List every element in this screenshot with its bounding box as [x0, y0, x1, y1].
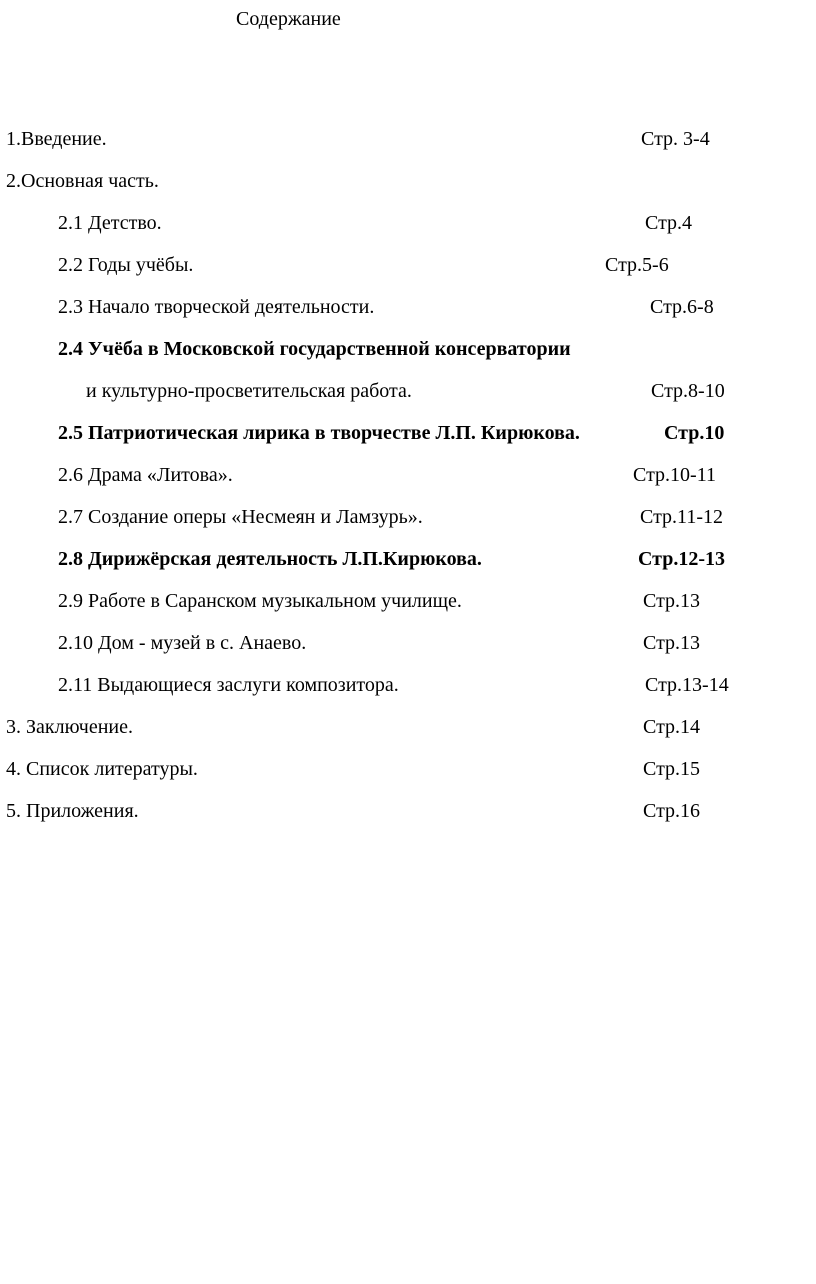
toc-entry-label: 2.11 Выдающиеся заслуги композитора. — [58, 674, 399, 696]
toc-row — [0, 328, 816, 370]
toc-page-number: Стр. 3-4 — [641, 128, 710, 150]
toc-entry-label: 2.8 Дирижёрская деятельность Л.П.Кирюкова. — [58, 548, 482, 570]
toc-entry-label: 2.Основная часть. — [6, 170, 159, 192]
toc-row — [0, 202, 816, 244]
toc-entry-label: 2.5 Патриотическая лирика в творчестве Л.П. Кирюкова. — [58, 422, 580, 444]
toc-entry-label: и культурно-просветительская работа. — [86, 380, 412, 402]
toc-row — [0, 664, 816, 706]
page-title: Содержание — [236, 8, 341, 30]
toc-row — [0, 370, 816, 412]
toc-entry-label: 2.1 Детство. — [58, 212, 162, 234]
toc-entry-label: 4. Список литературы. — [6, 758, 198, 780]
toc-row — [0, 790, 816, 832]
toc-row — [0, 412, 816, 454]
toc-row — [0, 538, 816, 580]
toc-page-number: Стр.11-12 — [640, 506, 723, 528]
toc-page-number: Стр.4 — [645, 212, 693, 234]
toc-page-number: Стр.13 — [643, 590, 701, 612]
toc-row — [0, 706, 816, 748]
toc-page-number: Стр.10 — [664, 422, 725, 444]
toc-page-number: Стр.12-13 — [638, 548, 726, 570]
toc-page-number: Стр.15 — [643, 758, 701, 780]
toc-page-number: Стр.13-14 — [645, 674, 729, 696]
table-of-contents — [0, 118, 816, 832]
toc-entry-label: 2.3 Начало творческой деятельности. — [58, 296, 375, 318]
toc-entry-label: 2.6 Драма «Литова». — [58, 464, 233, 486]
toc-row — [0, 118, 816, 160]
toc-row — [0, 748, 816, 790]
toc-page-number: Стр.13 — [643, 632, 701, 654]
toc-page-number: Стр.10-11 — [633, 464, 716, 486]
toc-entry-label: 2.4 Учёба в Московской государственной консерватории — [58, 338, 571, 360]
toc-entry-label: 2.2 Годы учёбы. — [58, 254, 194, 276]
toc-row — [0, 286, 816, 328]
toc-row — [0, 622, 816, 664]
toc-page-number: Стр.6-8 — [650, 296, 714, 318]
toc-row — [0, 580, 816, 622]
toc-entry-label: 3. Заключение. — [6, 716, 133, 738]
toc-entry-label: 2.10 Дом - музей в с. Анаево. — [58, 632, 307, 654]
toc-page-number: Стр.5-6 — [605, 254, 669, 276]
toc-page-number: Стр.14 — [643, 716, 701, 738]
toc-row — [0, 454, 816, 496]
toc-entry-label: 5. Приложения. — [6, 800, 139, 822]
toc-row — [0, 496, 816, 538]
toc-row — [0, 244, 816, 286]
toc-entry-label: 1.Введение. — [6, 128, 107, 150]
toc-entry-label: 2.7 Создание оперы «Несмеян и Ламзурь». — [58, 506, 423, 528]
toc-row — [0, 160, 816, 202]
toc-page-number: Стр.8-10 — [651, 380, 725, 402]
toc-page-number: Стр.16 — [643, 800, 701, 822]
toc-entry-label: 2.9 Работе в Саранском музыкальном училище. — [58, 590, 462, 612]
